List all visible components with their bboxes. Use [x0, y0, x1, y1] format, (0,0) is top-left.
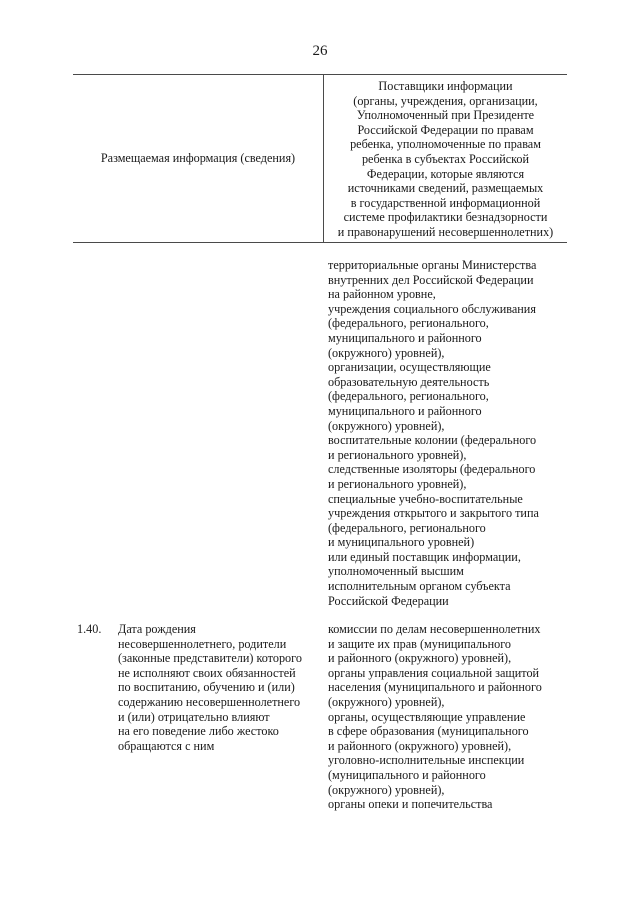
- supplier-line: учреждения социального обслуживания: [328, 301, 536, 316]
- supplier-line: следственные изоляторы (федерального: [328, 462, 536, 477]
- supplier-line: органы, осуществляющие управление: [328, 709, 526, 724]
- supplier-line: органы опеки и попечительства: [328, 797, 493, 812]
- header-suppliers-line: Российской Федерации по правам: [357, 122, 534, 137]
- supplier-line: (окружного) уровней),: [328, 345, 445, 360]
- header-suppliers-line: источниками сведений, размещаемых: [347, 181, 544, 196]
- supplier-line: в сфере образования (муниципального: [328, 724, 529, 739]
- supplier-line: (федерального, регионального,: [328, 316, 489, 331]
- header-bottom-border: [73, 242, 567, 243]
- supplier-line: муниципального и районного: [328, 330, 482, 345]
- info-line: по воспитанию, обучению и (или): [118, 680, 295, 695]
- supplier-line: (окружного) уровней),: [328, 418, 445, 433]
- supplier-line: (муниципального и районного: [328, 767, 486, 782]
- supplier-line: и муниципального уровней): [328, 535, 475, 550]
- supplier-line: организации, осуществляющие: [328, 360, 491, 375]
- info-line: несовершеннолетнего, родители: [118, 636, 287, 651]
- supplier-line: и районного (окружного) уровней),: [328, 738, 512, 753]
- supplier-line: и районного (окружного) уровней),: [328, 651, 512, 666]
- header-suppliers-line: Поставщики информации: [378, 79, 513, 93]
- supplier-line: (окружного) уровней),: [328, 694, 445, 709]
- table-top-border: [73, 74, 567, 75]
- supplier-line: внутренних дел Российской Федерации: [328, 272, 534, 287]
- supplier-line: и регионального уровней),: [328, 476, 467, 491]
- header-info-column: Размещаемая информация (сведения): [100, 151, 296, 165]
- header-suppliers-line: Уполномоченный при Президенте: [356, 108, 535, 123]
- supplier-line: (федерального, регионального: [328, 520, 486, 535]
- supplier-line: уполномоченный высшим: [328, 564, 464, 579]
- info-line: и (или) отрицательно влияют: [118, 709, 270, 724]
- supplier-line: специальные учебно-воспитательные: [328, 491, 523, 506]
- supplier-line: муниципального и районного: [328, 403, 482, 418]
- row-suppliers-cell: [328, 622, 568, 812]
- continued-suppliers-cell: [328, 258, 568, 608]
- header-suppliers-column: [324, 79, 567, 240]
- supplier-line: комиссии по делам несовершеннолетних: [328, 622, 541, 636]
- supplier-line: Российской Федерации: [328, 593, 449, 608]
- header-suppliers-line: Федерации, которые являются: [366, 166, 525, 181]
- row-info-cell: [118, 622, 320, 753]
- supplier-line: и регионального уровней),: [328, 447, 467, 462]
- header-suppliers-line: (органы, учреждения, организации,: [353, 93, 538, 108]
- header-suppliers-line: ребенка, уполномоченные по правам: [350, 137, 541, 152]
- info-line: содержанию несовершеннолетнего: [118, 694, 301, 709]
- info-line: на его поведение либо жестоко: [118, 724, 279, 739]
- info-line: Дата рождения: [118, 622, 196, 636]
- header-suppliers-line: и правонарушений несовершеннолетних): [337, 224, 554, 239]
- supplier-line: уголовно-исполнительные инспекции: [328, 753, 525, 768]
- header-suppliers-line: системе профилактики безнадзорности: [343, 210, 548, 225]
- page-number: 26: [312, 43, 328, 59]
- info-line: (законные представители) которого: [118, 651, 302, 666]
- supplier-line: территориальные органы Министерства: [328, 258, 537, 272]
- info-line: обращаются с ним: [118, 738, 215, 753]
- supplier-line: (окружного) уровней),: [328, 782, 445, 797]
- supplier-line: или единый поставщик информации,: [328, 549, 521, 564]
- supplier-line: и защите их прав (муниципального: [328, 636, 512, 651]
- supplier-line: органы управления социальной защитой: [328, 665, 540, 680]
- supplier-line: образовательную деятельность: [328, 374, 490, 389]
- supplier-line: населения (муниципального и районного: [328, 680, 542, 695]
- header-suppliers-line: в государственной информационной: [350, 195, 541, 210]
- supplier-line: на районном уровне,: [328, 287, 436, 302]
- supplier-line: воспитательные колонии (федерального: [328, 433, 537, 448]
- row-number: 1.40.: [77, 622, 102, 636]
- header-suppliers-line: ребенка в субъектах Российской: [361, 151, 530, 166]
- info-line: не исполняют своих обязанностей: [118, 665, 296, 680]
- supplier-line: учреждения открытого и закрытого типа: [328, 506, 539, 521]
- supplier-line: (федерального, регионального,: [328, 389, 489, 404]
- supplier-line: исполнительным органом субъекта: [328, 579, 511, 594]
